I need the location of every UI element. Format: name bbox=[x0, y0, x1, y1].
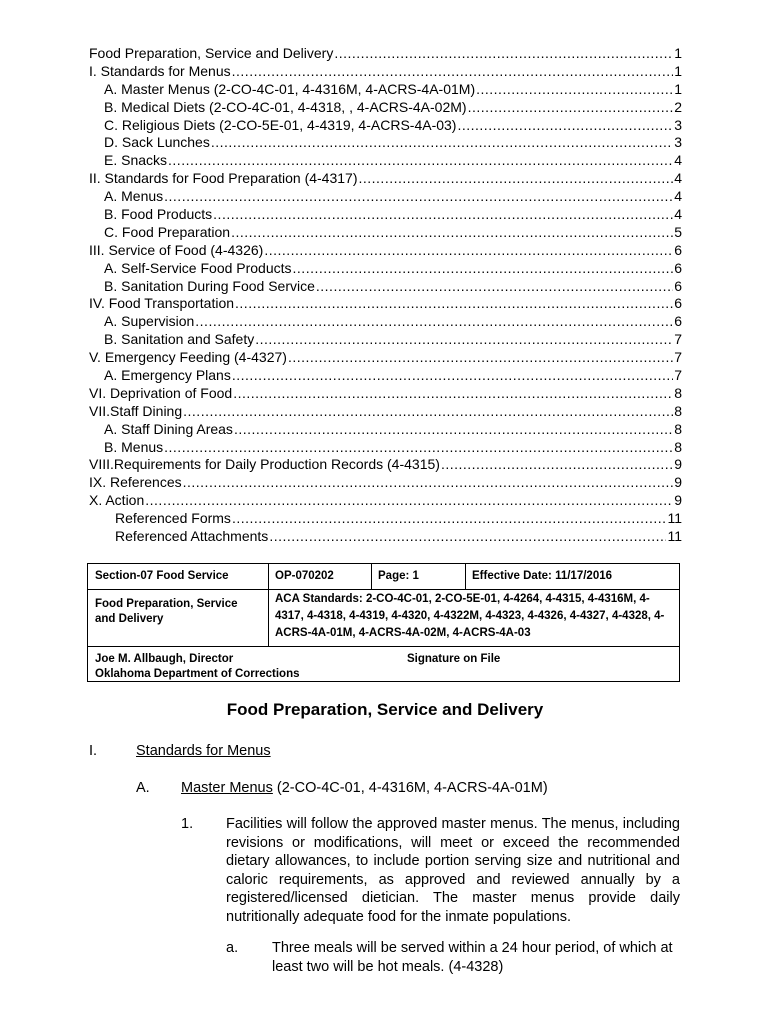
toc-entry-page: 7 bbox=[674, 367, 682, 384]
toc-entry-title: A. Supervision bbox=[104, 313, 195, 330]
table-of-contents bbox=[89, 45, 682, 546]
toc-entry bbox=[89, 367, 682, 385]
toc-entry-title: A. Staff Dining Areas bbox=[104, 420, 233, 437]
toc-entry bbox=[89, 206, 682, 224]
department-name: Oklahoma Department of Corrections bbox=[95, 667, 300, 680]
toc-entry-page: 11 bbox=[667, 510, 682, 527]
toc-entry bbox=[89, 421, 682, 439]
toc-leader-dots bbox=[164, 439, 673, 457]
toc-entry-title: B. Medical Diets (2-CO-4C-01, 4-4318, , 4-ACRS-4A-02M) bbox=[104, 98, 467, 115]
op-number: OP-070202 bbox=[275, 570, 334, 582]
page-number: Page: 1 bbox=[378, 570, 419, 582]
toc-leader-dots bbox=[476, 81, 673, 99]
toc-entry-title: C. Religious Diets (2-CO-5E-01, 4-4319, 4-ACRS-4A-03) bbox=[104, 116, 457, 133]
toc-leader-dots bbox=[358, 170, 673, 188]
toc-entry-page: 6 bbox=[674, 277, 682, 294]
toc-entry-title: B. Sanitation and Safety bbox=[104, 331, 255, 348]
toc-entry-title: A. Menus bbox=[104, 188, 164, 205]
toc-leader-dots bbox=[213, 206, 673, 224]
toc-entry bbox=[89, 99, 682, 117]
toc-entry-page: 9 bbox=[674, 492, 682, 509]
toc-entry-page: 9 bbox=[674, 474, 682, 491]
effective-date: Effective Date: 11/17/2016 bbox=[472, 570, 613, 582]
toc-entry-title: III. Service of Food (4-4326) bbox=[89, 241, 264, 258]
toc-leader-dots bbox=[255, 331, 673, 349]
toc-leader-dots bbox=[334, 45, 673, 63]
toc-leader-dots bbox=[468, 99, 674, 117]
toc-entry-title: B. Menus bbox=[104, 438, 164, 455]
subject-title: Food Preparation, Service and Delivery bbox=[95, 598, 238, 625]
toc-leader-dots bbox=[441, 456, 673, 474]
director-block bbox=[88, 648, 388, 685]
toc-entry bbox=[89, 152, 682, 170]
toc-entry-title: VI. Deprivation of Food bbox=[89, 384, 233, 401]
toc-entry-title: E. Snacks bbox=[104, 152, 168, 169]
section-number: I. bbox=[89, 743, 98, 759]
toc-entry bbox=[89, 403, 682, 421]
toc-entry-title: B. Food Products bbox=[104, 206, 213, 223]
toc-entry bbox=[89, 45, 682, 63]
subsection-refs: (2-CO-4C-01, 4-4316M, 4-ACRS-4A-01M) bbox=[272, 780, 548, 796]
toc-entry-title: I. Standards for Menus bbox=[89, 62, 231, 79]
section-heading: Standards for Menus bbox=[136, 743, 271, 759]
signature-note: Signature on File bbox=[407, 653, 501, 665]
toc-entry bbox=[89, 439, 682, 457]
toc-entry-title: II. Standards for Food Preparation (4-4317) bbox=[89, 170, 358, 187]
toc-leader-dots bbox=[288, 349, 673, 367]
toc-leader-dots bbox=[211, 134, 673, 152]
toc-entry-title: A. Emergency Plans bbox=[104, 367, 231, 384]
policy-header-box bbox=[87, 563, 680, 682]
toc-entry bbox=[89, 242, 682, 260]
toc-entry-title: IX. References bbox=[89, 474, 182, 491]
toc-entry bbox=[89, 170, 682, 188]
toc-entry bbox=[89, 474, 682, 492]
toc-entry bbox=[89, 313, 682, 331]
toc-leader-dots bbox=[232, 510, 667, 528]
toc-entry-page: 7 bbox=[674, 331, 682, 348]
toc-entry-page: 7 bbox=[674, 349, 682, 366]
toc-entry-page: 4 bbox=[674, 170, 682, 187]
toc-entry bbox=[89, 456, 682, 474]
toc-entry bbox=[89, 134, 682, 152]
toc-leader-dots bbox=[145, 492, 673, 510]
toc-entry bbox=[89, 117, 682, 135]
toc-entry-page: 11 bbox=[667, 528, 682, 545]
item-paragraph: Facilities will follow the approved master menus. The menus, including revisions or modifications, will meet or exceed the recommended dietary allowances, to include portion serving size and nutritional and caloric requirements, as approved and reviewed annually by a registered/licensed dietician. The master menus provide daily nutritionally adequate food for the inmate populations. bbox=[226, 816, 680, 925]
toc-leader-dots bbox=[183, 474, 674, 492]
toc-entry bbox=[89, 349, 682, 367]
toc-entry bbox=[89, 510, 682, 528]
toc-entry bbox=[89, 295, 682, 313]
toc-entry bbox=[89, 278, 682, 296]
toc-entry-page: 3 bbox=[674, 116, 682, 133]
toc-leader-dots bbox=[269, 528, 666, 546]
toc-entry-page: 6 bbox=[674, 259, 682, 276]
director-name: Joe M. Allbaugh, Director bbox=[95, 653, 234, 665]
toc-entry-page: 4 bbox=[674, 206, 682, 223]
toc-entry-title: Referenced Attachments bbox=[115, 528, 269, 545]
toc-entry-title: C. Food Preparation bbox=[104, 223, 231, 240]
toc-entry-page: 4 bbox=[674, 188, 682, 205]
toc-leader-dots bbox=[232, 63, 674, 81]
document-title: Food Preparation, Service and Delivery bbox=[226, 700, 544, 719]
toc-leader-dots bbox=[235, 295, 673, 313]
toc-entry-page: 9 bbox=[674, 456, 682, 473]
toc-entry-title: A. Self-Service Food Products bbox=[104, 259, 292, 276]
toc-leader-dots bbox=[457, 117, 673, 135]
toc-leader-dots bbox=[264, 242, 673, 260]
toc-entry-title: Referenced Forms bbox=[115, 510, 231, 527]
toc-entry bbox=[89, 385, 682, 403]
toc-entry-page: 2 bbox=[674, 98, 682, 115]
toc-leader-dots bbox=[183, 403, 673, 421]
toc-entry-page: 3 bbox=[674, 134, 682, 151]
toc-entry-page: 4 bbox=[674, 152, 682, 169]
toc-entry-title: B. Sanitation During Food Service bbox=[104, 277, 315, 294]
aca-standards: ACA Standards: 2-CO-4C-01, 2-CO-5E-01, 4-4264, 4-4315, 4-4316M, 4-4317, 4-4318, 4-4319, 4-4320, 4-4322M, 4-4323, 4-4326, 4-4327, 4-4328, 4-ACRS-4A-01M, 4-ACRS-4A-02M, 4-ACRS-4A-03 bbox=[275, 593, 665, 639]
toc-leader-dots bbox=[168, 152, 673, 170]
toc-entry bbox=[89, 331, 682, 349]
toc-entry bbox=[89, 63, 682, 81]
toc-entry-page: 8 bbox=[674, 402, 682, 419]
subitem-paragraph: Three meals will be served within a 24 hour period, of which at least two will be hot meals. (4-4328) bbox=[272, 940, 673, 975]
toc-entry-page: 1 bbox=[674, 80, 682, 97]
toc-entry bbox=[89, 528, 682, 546]
item-number: 1. bbox=[181, 816, 194, 832]
toc-entry-page: 8 bbox=[674, 438, 682, 455]
toc-entry-page: 6 bbox=[674, 295, 682, 312]
toc-entry-page: 8 bbox=[674, 420, 682, 437]
toc-entry bbox=[89, 260, 682, 278]
toc-entry-page: 1 bbox=[674, 45, 682, 61]
toc-entry-page: 1 bbox=[674, 62, 682, 79]
toc-leader-dots bbox=[231, 224, 673, 242]
toc-leader-dots bbox=[233, 385, 673, 403]
toc-entry-title: X. Action bbox=[89, 492, 145, 509]
toc-entry-page: 8 bbox=[674, 384, 682, 401]
toc-leader-dots bbox=[316, 278, 673, 296]
toc-entry-title: VIII.Requirements for Daily Production Records (4-4315) bbox=[89, 456, 440, 473]
toc-leader-dots bbox=[234, 421, 673, 439]
toc-entry-page: 6 bbox=[674, 313, 682, 330]
toc-entry bbox=[89, 492, 682, 510]
subsection-title: Master Menus bbox=[181, 780, 273, 796]
toc-entry bbox=[89, 224, 682, 242]
subitem-letter: a. bbox=[226, 940, 239, 956]
toc-entry-title: V. Emergency Feeding (4-4327) bbox=[89, 349, 287, 366]
toc-entry-title: A. Master Menus (2-CO-4C-01, 4-4316M, 4-ACRS-4A-01M) bbox=[104, 80, 476, 97]
toc-entry bbox=[89, 188, 682, 206]
toc-leader-dots bbox=[195, 313, 673, 331]
toc-entry-title: D. Sack Lunches bbox=[104, 134, 210, 151]
toc-entry-title: Food Preparation, Service and Delivery bbox=[89, 45, 334, 61]
toc-entry bbox=[89, 81, 682, 99]
toc-leader-dots bbox=[164, 188, 673, 206]
section-label: Section-07 Food Service bbox=[95, 570, 229, 582]
toc-entry-title: VII.Staff Dining bbox=[89, 402, 183, 419]
subsection-number: A. bbox=[136, 780, 150, 796]
subsection-heading bbox=[181, 779, 548, 798]
toc-entry-page: 6 bbox=[674, 241, 682, 258]
toc-entry-title: IV. Food Transportation bbox=[89, 295, 235, 312]
toc-leader-dots bbox=[232, 367, 673, 385]
toc-entry-page: 5 bbox=[674, 223, 682, 240]
toc-leader-dots bbox=[293, 260, 674, 278]
